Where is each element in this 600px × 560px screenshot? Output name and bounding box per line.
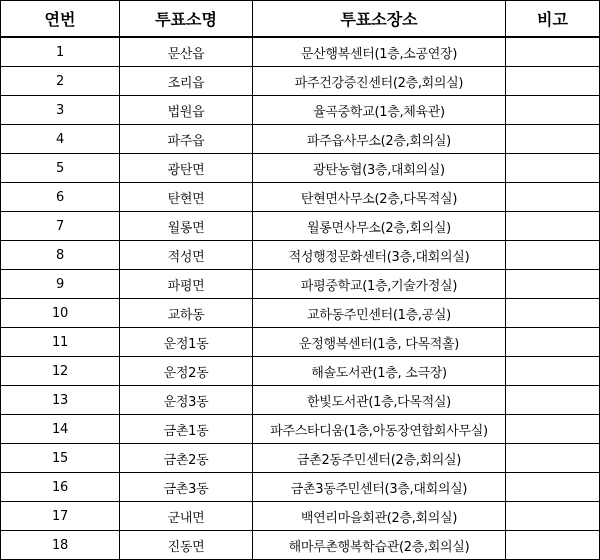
cell-station-name: 금촌2동 xyxy=(120,444,253,473)
cell-remarks xyxy=(506,444,600,473)
cell-remarks xyxy=(506,241,600,270)
table-row xyxy=(1,67,600,96)
cell-station-location: 해마루촌행복학습관(2층,회의실) xyxy=(253,531,506,560)
header-no: 연번 xyxy=(1,1,120,38)
cell-remarks xyxy=(506,531,600,560)
cell-station-location: 문산행복센터(1층,소공연장) xyxy=(253,37,506,67)
header-remarks: 비고 xyxy=(506,1,600,38)
cell-no: 13 xyxy=(1,386,120,415)
cell-station-location: 파주읍사무소(2층,회의실) xyxy=(253,125,506,154)
cell-station-name: 군내면 xyxy=(120,502,253,531)
cell-no: 14 xyxy=(1,415,120,444)
cell-no: 15 xyxy=(1,444,120,473)
table-row xyxy=(1,473,600,502)
cell-station-name: 운정1동 xyxy=(120,328,253,357)
cell-station-name: 운정2동 xyxy=(120,357,253,386)
cell-station-name: 파평면 xyxy=(120,270,253,299)
cell-no: 10 xyxy=(1,299,120,328)
cell-station-location: 금촌2동주민센터(2층,회의실) xyxy=(253,444,506,473)
cell-station-location: 탄현면사무소(2층,다목적실) xyxy=(253,183,506,212)
cell-station-name: 금촌3동 xyxy=(120,473,253,502)
cell-remarks xyxy=(506,473,600,502)
cell-no: 16 xyxy=(1,473,120,502)
cell-station-name: 월롱면 xyxy=(120,212,253,241)
table-row xyxy=(1,444,600,473)
table-row xyxy=(1,415,600,444)
cell-no: 4 xyxy=(1,125,120,154)
cell-remarks xyxy=(506,125,600,154)
cell-station-name: 문산읍 xyxy=(120,37,253,67)
cell-remarks xyxy=(506,270,600,299)
table-row xyxy=(1,125,600,154)
cell-station-name: 운정3동 xyxy=(120,386,253,415)
cell-station-name: 교하동 xyxy=(120,299,253,328)
table-row xyxy=(1,357,600,386)
table-row xyxy=(1,37,600,67)
cell-station-name: 적성면 xyxy=(120,241,253,270)
cell-station-name: 광탄면 xyxy=(120,154,253,183)
cell-station-location: 파주건강증진센터(2층,회의실) xyxy=(253,67,506,96)
cell-station-location: 백연리마을회관(2층,회의실) xyxy=(253,502,506,531)
cell-station-location: 한빛도서관(1층,다목적실) xyxy=(253,386,506,415)
cell-station-name: 법원읍 xyxy=(120,96,253,125)
table-row xyxy=(1,502,600,531)
cell-station-name: 금촌1동 xyxy=(120,415,253,444)
header-station-name: 투표소명 xyxy=(120,1,253,38)
cell-remarks xyxy=(506,212,600,241)
cell-remarks xyxy=(506,183,600,212)
cell-station-location: 월롱면사무소(2층,회의실) xyxy=(253,212,506,241)
table-row xyxy=(1,154,600,183)
table-row xyxy=(1,96,600,125)
cell-no: 11 xyxy=(1,328,120,357)
header-row xyxy=(1,1,600,38)
cell-no: 9 xyxy=(1,270,120,299)
cell-remarks xyxy=(506,357,600,386)
cell-station-location: 광탄농협(3층,대회의실) xyxy=(253,154,506,183)
table-row xyxy=(1,183,600,212)
cell-no: 5 xyxy=(1,154,120,183)
cell-no: 17 xyxy=(1,502,120,531)
cell-remarks xyxy=(506,96,600,125)
cell-no: 1 xyxy=(1,37,120,67)
cell-remarks xyxy=(506,415,600,444)
cell-station-location: 파주스타디움(1층,아동장연합회사무실) xyxy=(253,415,506,444)
cell-station-name: 파주읍 xyxy=(120,125,253,154)
table-row xyxy=(1,270,600,299)
cell-no: 3 xyxy=(1,96,120,125)
cell-station-name: 진동면 xyxy=(120,531,253,560)
cell-station-name: 조리읍 xyxy=(120,67,253,96)
cell-remarks xyxy=(506,386,600,415)
table-row xyxy=(1,531,600,560)
cell-station-location: 금촌3동주민센터(3층,대회의실) xyxy=(253,473,506,502)
cell-no: 12 xyxy=(1,357,120,386)
cell-remarks xyxy=(506,299,600,328)
table-row xyxy=(1,299,600,328)
cell-remarks xyxy=(506,502,600,531)
cell-remarks xyxy=(506,154,600,183)
cell-station-location: 해솔도서관(1층, 소극장) xyxy=(253,357,506,386)
header-station-location: 투표소장소 xyxy=(253,1,506,38)
cell-station-location: 파평중학교(1층,기술가정실) xyxy=(253,270,506,299)
table-row xyxy=(1,241,600,270)
cell-no: 8 xyxy=(1,241,120,270)
cell-remarks xyxy=(506,37,600,67)
cell-no: 18 xyxy=(1,531,120,560)
cell-station-location: 운정행복센터(1층, 다목적홀) xyxy=(253,328,506,357)
table-body xyxy=(1,37,600,560)
cell-no: 6 xyxy=(1,183,120,212)
cell-remarks xyxy=(506,328,600,357)
table-row xyxy=(1,386,600,415)
cell-station-location: 율곡중학교(1층,체육관) xyxy=(253,96,506,125)
cell-no: 7 xyxy=(1,212,120,241)
cell-no: 2 xyxy=(1,67,120,96)
cell-remarks xyxy=(506,67,600,96)
cell-station-location: 적성행정문화센터(3층,대회의실) xyxy=(253,241,506,270)
cell-station-name: 탄현면 xyxy=(120,183,253,212)
cell-station-location: 교하동주민센터(1층,공실) xyxy=(253,299,506,328)
table-row xyxy=(1,212,600,241)
table-row xyxy=(1,328,600,357)
